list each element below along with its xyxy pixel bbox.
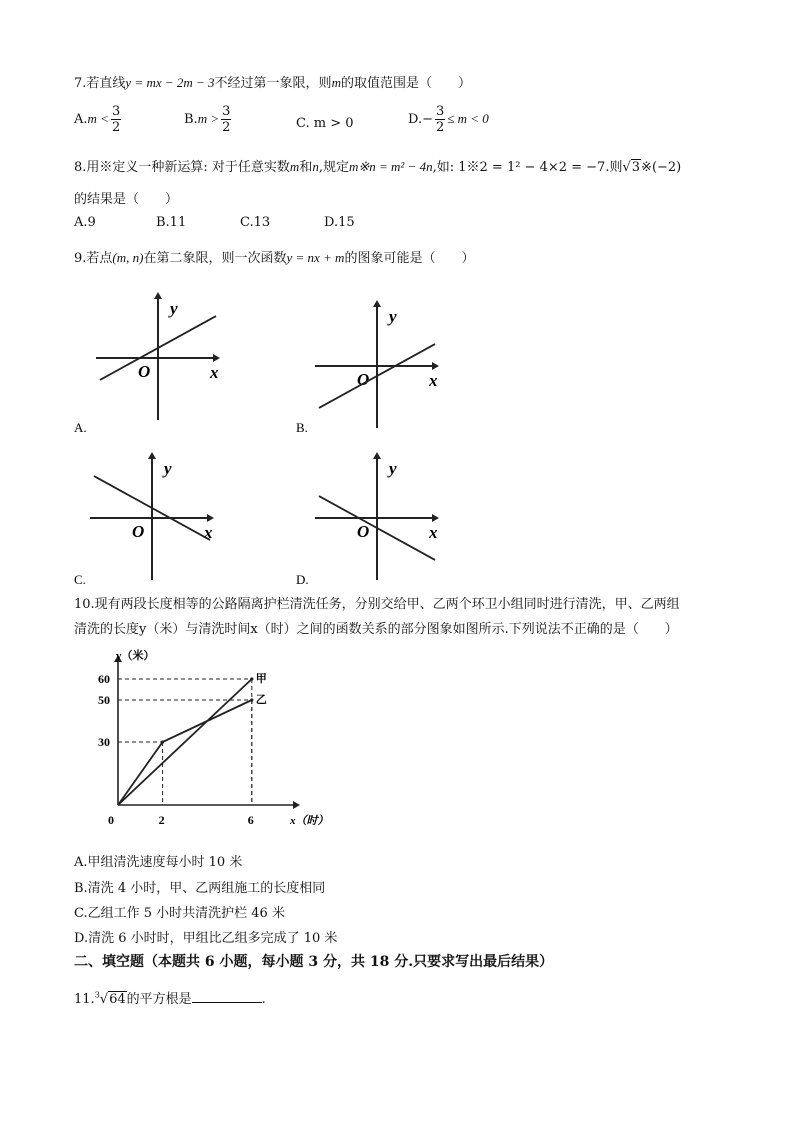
y-axis-arrow-icon	[148, 452, 156, 459]
chart-y-tick-60: 60	[98, 672, 110, 686]
chart-y-tick-50: 50	[98, 693, 110, 707]
q8-sqrt-value: 3	[631, 160, 641, 175]
q8-sqrt-symbol: √	[622, 160, 631, 175]
q10-option-a: A.甲组清洗速度每小时 10 米	[74, 855, 243, 870]
q7-stem-post: 不经过第一象限，则	[214, 76, 332, 91]
q7-var-m: m	[331, 75, 341, 90]
option-label: B.	[296, 420, 308, 435]
q7-stem-end: 的取值范围是（ ）	[340, 76, 471, 91]
q8-option-a: A.9	[74, 215, 96, 230]
q11-end: .	[261, 992, 266, 1007]
chart-series-line-0	[118, 679, 252, 805]
x-axis-arrow-icon	[213, 354, 220, 362]
origin-label: O	[357, 522, 370, 541]
y-axis-label: y	[389, 307, 397, 326]
q9-stem-pre: 9.若点	[74, 251, 113, 266]
chart-y-tick-30: 30	[98, 735, 110, 749]
q11-root-index: 3	[94, 990, 100, 1000]
q9-function: y = nx + m	[286, 250, 345, 265]
q7-opt-b-num: 3	[222, 104, 231, 119]
q8-option-d: D.15	[324, 215, 355, 230]
q7-opt-b-rel: m >	[197, 111, 220, 126]
origin-label: O	[138, 362, 151, 381]
q7-opt-d-rel: ≤ m < 0	[447, 111, 489, 126]
q7-stem-pre: 7.若直线	[74, 76, 126, 91]
q7-opt-b-den: 2	[222, 120, 231, 135]
q7-option-c: C. m > 0	[296, 116, 354, 131]
origin-label: O	[132, 522, 145, 541]
y-axis-label: y	[164, 459, 172, 478]
q8-var-m: m	[289, 159, 300, 174]
q9-graph-b	[296, 300, 439, 435]
q8-text-c: ,如: 1※2 = 1² − 4×2 = −7.则	[432, 160, 623, 175]
q8-option-c: C.13	[240, 215, 271, 230]
q10-stem-line2: 清洗的长度y（米）与清洗时间x（时）之间的函数关系的部分图象如图所示.下列说法不正确的是（ ）	[74, 622, 678, 637]
x-axis-arrow-icon	[432, 514, 439, 522]
chart-x-tick-2: 2	[158, 813, 165, 827]
q9-graph-c	[74, 452, 214, 587]
q9-stem-mid: 在第二象限，则一次函数	[143, 251, 287, 266]
q7-equation: y = mx − 2m − 3	[125, 75, 215, 90]
chart-series-name-1: 乙	[255, 694, 267, 706]
q7-opt-a-num: 3	[111, 104, 121, 119]
q7-opt-d-num: 3	[435, 104, 445, 119]
q9-point: (m, n)	[112, 250, 144, 265]
chart-series-line-1	[118, 700, 252, 805]
q7-opt-a-prefix: A.	[74, 112, 88, 127]
x-axis-label: x	[204, 523, 213, 542]
q7-opt-a-den: 2	[111, 120, 121, 135]
y-axis-arrow-icon	[154, 292, 162, 299]
q11-radicand: 64	[109, 992, 126, 1007]
q8-option-b: B.11	[156, 215, 187, 230]
q8-stem-line2: 的结果是（ ）	[74, 192, 179, 207]
q8-text-d: ※(−2)	[641, 160, 682, 175]
q11-radical-symbol: √	[99, 992, 109, 1007]
section2-heading: 二、填空题（本题共 6 小题，每小题 3 分，共 18 分.只要求写出最后结果）	[74, 954, 554, 970]
q10-option-d: D.清洗 6 小时时，甲组比乙组多完成了 10 米	[74, 931, 338, 946]
chart-y-label: y（米）	[116, 650, 155, 662]
option-label: A.	[74, 420, 87, 435]
x-axis-label: x	[210, 363, 219, 382]
q7-opt-d-prefix: D.−	[408, 112, 433, 127]
q10-option-b: B.清洗 4 小时，甲、乙两组施工的长度相同	[74, 881, 326, 896]
y-axis-label: y	[389, 459, 397, 478]
y-axis-arrow-icon	[373, 300, 381, 307]
q11-stem	[74, 988, 266, 1007]
q8-text-b: ,规定	[318, 160, 349, 175]
origin-label: O	[357, 370, 370, 389]
q10-stem-line1: 10.现有两段长度相等的公路隔离护栏清洗任务，分别交给甲、乙两个环卫小组同时进行清洗，甲、乙两组	[74, 597, 680, 612]
x-axis-label: x	[429, 371, 438, 390]
option-label: D.	[296, 572, 309, 587]
chart-origin-label: 0	[108, 813, 114, 827]
q8-text-a: 8.用※定义一种新运算: 对于任意实数	[74, 160, 290, 175]
q11-answer-blank[interactable]	[192, 990, 262, 1003]
chart-x-arrow-icon	[293, 801, 300, 809]
option-label: C.	[74, 572, 86, 587]
x-axis-label: x	[429, 523, 438, 542]
x-axis-arrow-icon	[432, 362, 439, 370]
q9-graph-d	[296, 452, 439, 587]
q7-opt-a-rel: m <	[87, 111, 109, 126]
chart-x-tick-6: 6	[247, 813, 254, 827]
chart-point	[161, 740, 164, 743]
q9-graph-a	[74, 292, 220, 435]
q8-definition: m※n = m² − 4n	[348, 159, 433, 174]
y-axis-label: y	[170, 299, 178, 318]
chart-point	[250, 677, 253, 680]
chart-series-name-0: 甲	[255, 673, 267, 685]
q10-option-c: C.乙组工作 5 小时共清洗护栏 46 米	[74, 906, 285, 921]
q11-prefix: 11.	[74, 992, 95, 1007]
q9-stem-end: 的图象可能是（ ）	[344, 251, 475, 266]
q10-chart	[0, 640, 400, 850]
q8-var-n: n	[312, 159, 319, 174]
chart-point	[250, 698, 253, 701]
q11-suffix: 的平方根是	[126, 992, 192, 1007]
q7-opt-d-den: 2	[435, 120, 445, 135]
y-axis-arrow-icon	[373, 452, 381, 459]
chart-x-label: x（时）	[290, 815, 329, 827]
q7-opt-b-prefix: B.	[184, 112, 198, 127]
x-axis-arrow-icon	[207, 514, 214, 522]
q8-and: 和	[299, 160, 313, 175]
